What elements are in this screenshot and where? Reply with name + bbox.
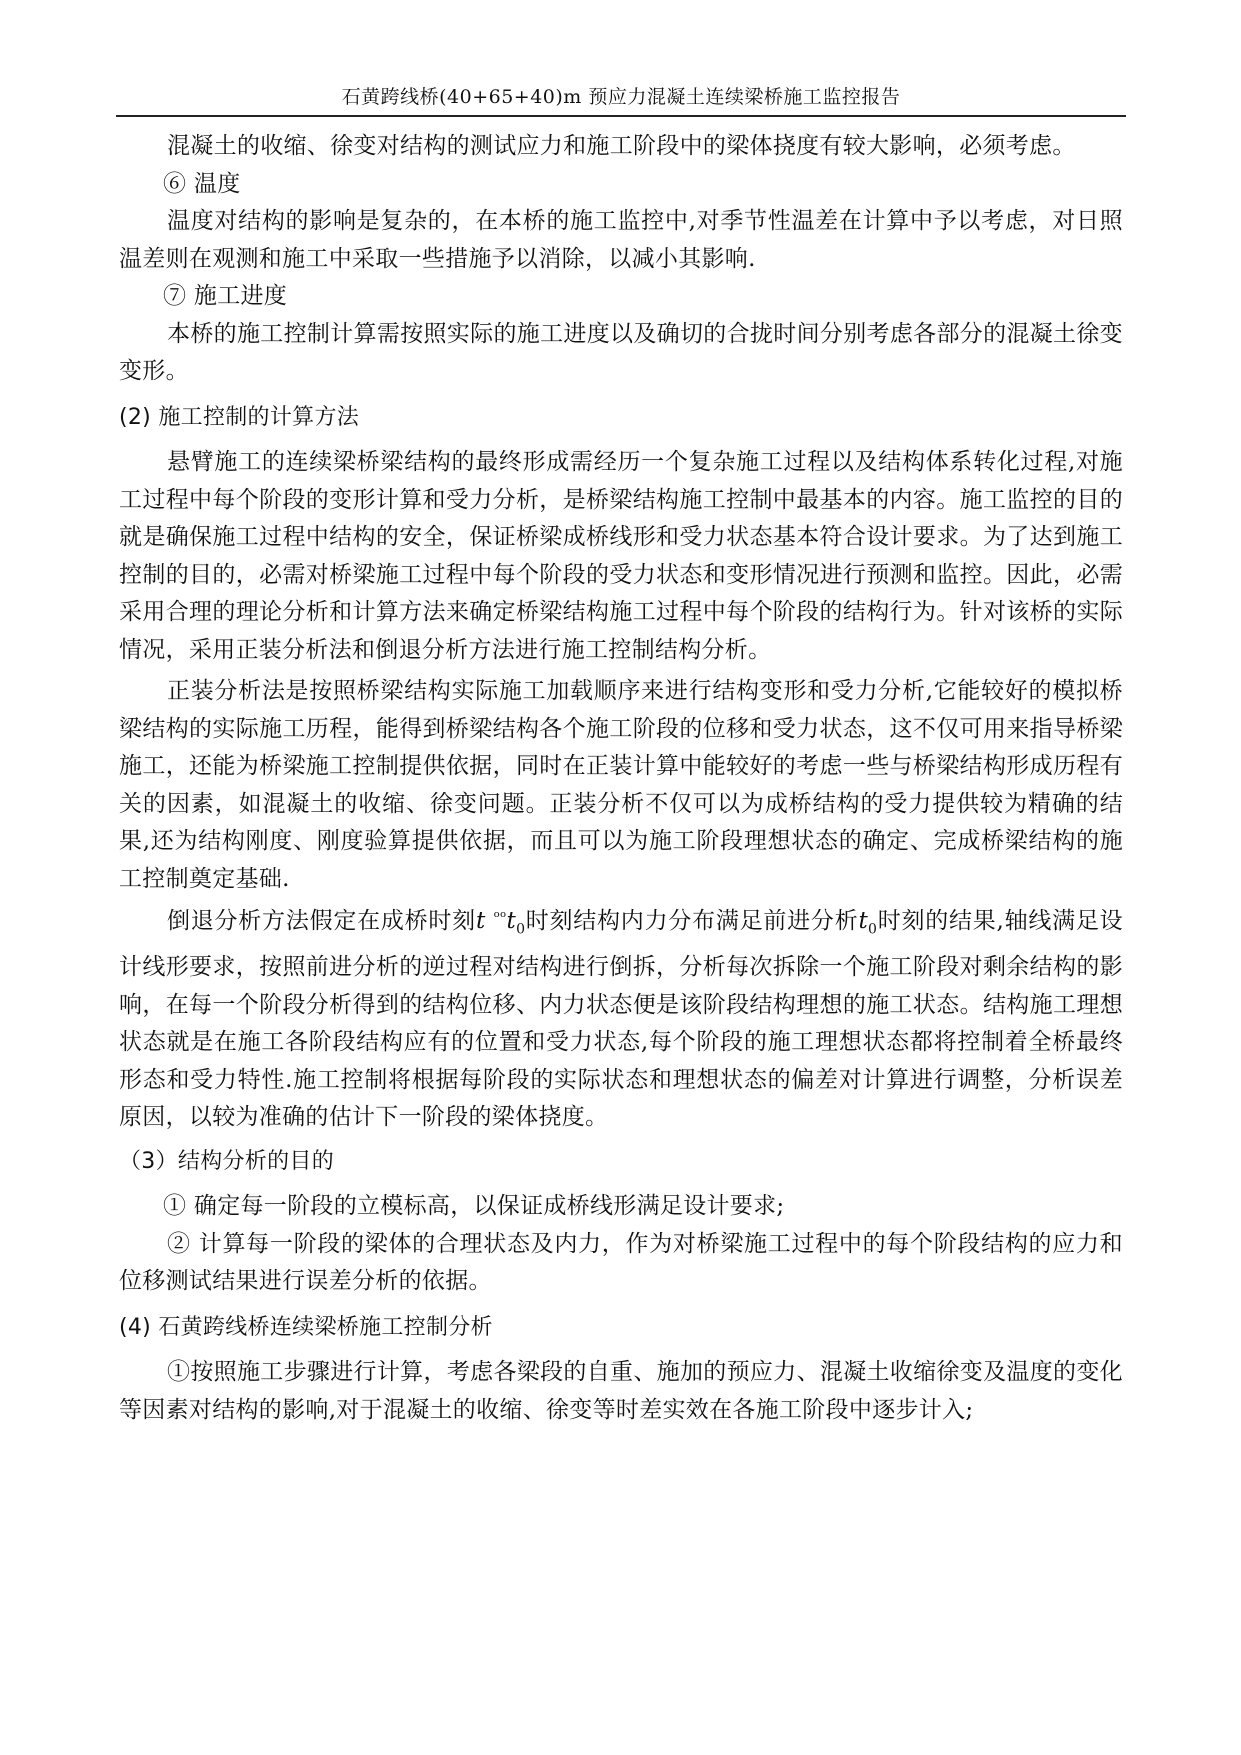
- paragraph-calc-method: 悬臂施工的连续梁桥梁结构的最终形成需经历一个复杂施工过程以及结构体系转化过程,对施工过程中每个阶段的变形计算和受力分析，是桥梁结构施工控制中最基本的内容。施工监控的目的就是确保施工过程中结构的安全，保证桥梁成桥线形和受力状态基本符合设计要求。为了达到施工控制的目的，必需对桥梁施工过程中每个阶段的受力状态和变形情况进行预测和监控。因此，必需采用合理的理论分析和计算方法来确定桥梁结构施工过程中每个阶段的结构行为。针对该桥的实际情况，采用正装分析法和倒退分析方法进行施工控制结构分析。: [119, 449, 1123, 663]
- item-temperature: ⑥ 温度: [163, 170, 241, 197]
- math-t0-second-sub: 0: [868, 921, 878, 938]
- paragraph-forward-analysis: 正装分析法是按照桥梁结构实际施工加载顺序来进行结构变形和受力分析,它能较好的模拟桥梁结构的实际施工历程，能得到桥梁结构各个施工阶段的位移和受力状态，这不仅可用来指导桥梁施工，还能为桥梁施工控制提供依据，同时在正装计算中能较好的考虑一些与桥梁结构形成历程有关的因素，如混凝土的收缩、徐变问题。正装分析不仅可以为成桥结构的受力提供较为精确的结果,还为结构刚度、刚度验算提供依据，而且可以为施工阶段理想状态的确定、完成桥梁结构的施工控制奠定基础.: [119, 678, 1123, 892]
- section-heading-4: (4) 石黄跨线桥连续梁桥施工控制分析: [119, 1314, 493, 1340]
- item-construction-progress: ⑦ 施工进度: [163, 283, 288, 309]
- math-t0-second-base: t: [858, 908, 869, 934]
- paragraph-temperature: 温度对结构的影响是复杂的，在本桥的施工监控中,对季节性温差在计算中予以考虑，对日照温差则在观测和施工中采取一些措施予以消除，以减小其影响.: [119, 208, 1123, 272]
- paragraph-shrinkage: 混凝土的收缩、徐变对结构的测试应力和施工阶段中的梁体挠度有较大影响，必须考虑。: [167, 133, 1076, 159]
- section-heading-2: (2) 施工控制的计算方法: [119, 404, 360, 430]
- item-internal-force: ② 计算每一阶段的梁体的合理状态及内力，作为对桥梁施工过程中的每个阶段结构的应力和位移测试结果进行误差分析的依据。: [119, 1230, 1123, 1295]
- item-elevation: ① 确定每一阶段的立模标高，以保证成桥线形满足设计要求;: [163, 1193, 785, 1220]
- paragraph-control-analysis: ①按照施工步骤进行计算，考虑各梁段的自重、施加的预应力、混凝土收缩徐变及温度的变化等因素对结构的影响,对于混凝土的收缩、徐变等时差实效在各施工阶段中逐步计入;: [119, 1359, 1123, 1423]
- math-t0: [506, 908, 526, 938]
- page-body: [119, 128, 1123, 1429]
- backward-text-a: 倒退分析方法假定在成桥时刻: [167, 908, 476, 934]
- math-t0-base: t: [506, 908, 517, 934]
- backward-text-c: 时刻的结果,轴线满足设计线形要求，按照前进分析的逆过程对结构进行倒拆，分析每次拆除一个施工阶段对剩余结构的影响，在每一个阶段分析得到的结构位移、内力状态便是该阶段结构理想的施工状态。结构施工理想状态就是在施工各阶段结构应有的位置和受力状态,每个阶段的施工理想状态都将控制着全桥最终形态和受力特性.施工控制将根据每阶段的实际状态和理想状态的偏差对计算进行调整，分析误差原因，以较为准确的估计下一阶段的梁体挠度。: [119, 908, 1123, 1131]
- paragraph-progress: 本桥的施工控制计算需按照实际的施工进度以及确切的合拢时间分别考虑各部分的混凝土徐变变形。: [119, 320, 1123, 384]
- math-t: t: [475, 908, 486, 934]
- paragraph-backward-analysis: [119, 898, 1123, 1137]
- header-rule: [116, 115, 1126, 117]
- math-t0-sub: 0: [516, 921, 526, 938]
- math-t0-second: [858, 908, 878, 938]
- section-heading-3: （3）结构分析的目的: [119, 1148, 334, 1174]
- backward-text-b: 时刻结构内力分布满足前进分析: [525, 908, 859, 934]
- running-header: 石黄跨线桥(40+65+40)m 预应力混凝土连续梁桥施工监控报告: [341, 86, 901, 108]
- math-glyph: ᵒᵒ: [493, 907, 507, 926]
